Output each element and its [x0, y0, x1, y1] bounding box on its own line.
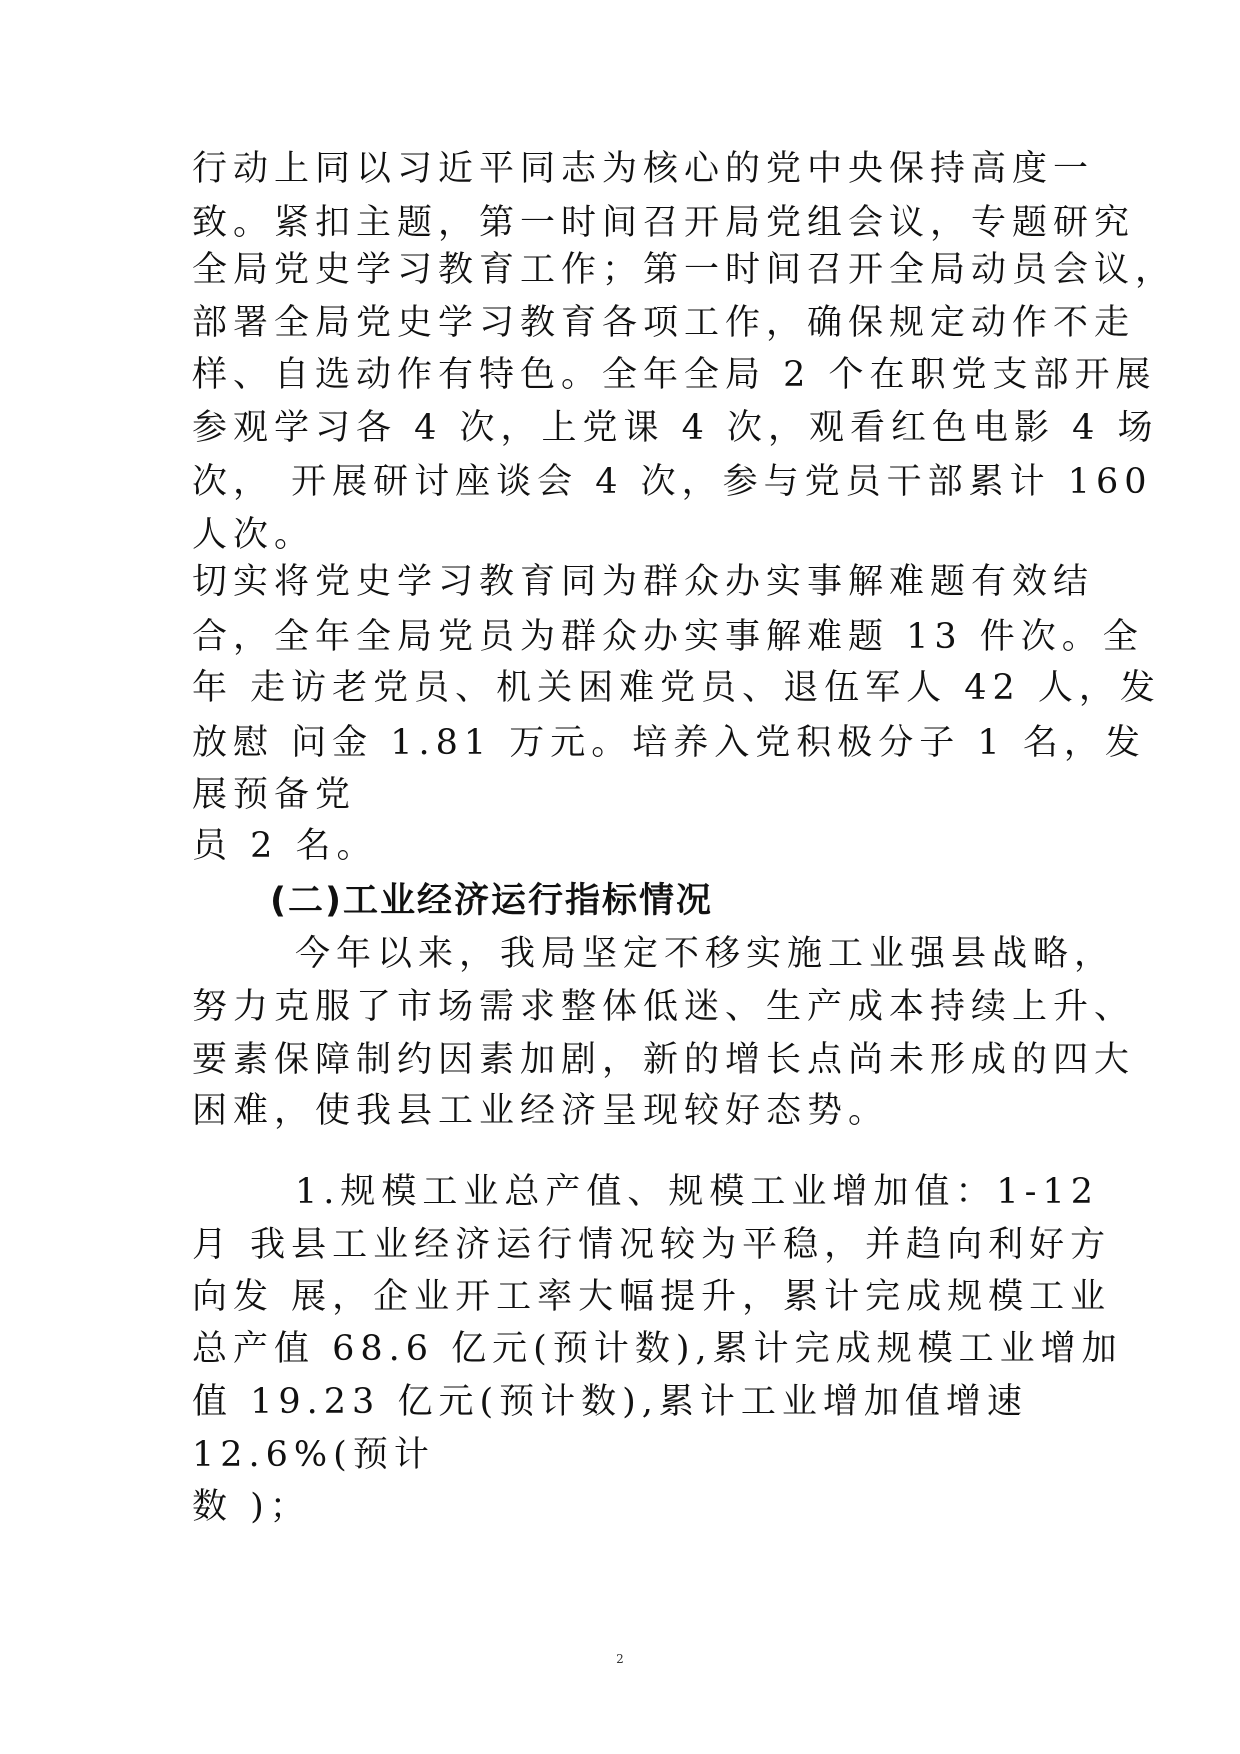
text-line: 放慰 问金 1.81 万元。培养入党积极分子 1 名，发 — [192, 723, 1146, 763]
text-line: 努力克服了市场需求整体低迷、生产成本持续上升、 — [192, 987, 1136, 1027]
text-line: 向发 展，企业开工率大幅提升，累计完成规模工业 — [192, 1277, 1112, 1317]
text-line: 困难，使我县工业经济呈现较好态势。 — [192, 1091, 890, 1131]
text-line: 月 我县工业经济运行情况较为平稳，并趋向利好方 — [192, 1225, 1112, 1265]
text-line: 展预备党 — [192, 775, 357, 815]
text-line: 合，全年全局党员为群众办实事解难题 13 件次。全 — [192, 617, 1144, 657]
text-line: 部署全局党史学习教育各项工作，确保规定动作不走 — [192, 303, 1136, 343]
text-line: 数 )； — [192, 1487, 311, 1527]
text-line: 12.6%(预计 — [192, 1435, 435, 1475]
page-number: 2 — [616, 1652, 624, 1666]
text-line: 全局党史学习教育工作；第一时间召开全局动员会议， — [192, 250, 1177, 290]
text-line: 1.规模工业总产值、规模工业增加值：1-12 — [295, 1172, 1100, 1212]
text-line: 切实将党史学习教育同为群众办实事解难题有效结 — [192, 562, 1095, 602]
text-line: 今年以来，我局坚定不移实施工业强县战略， — [295, 934, 1116, 974]
text-line: 年 走访老党员、机关困难党员、退伍军人 42 人，发 — [192, 668, 1161, 708]
text-line: 样、自选动作有特色。全年全局 2 个在职党支部开展 — [192, 355, 1157, 395]
text-line: 人次。 — [192, 515, 316, 555]
section-heading: (二)工业经济运行指标情况 — [270, 881, 713, 921]
text-line: 行动上同以习近平同志为核心的党中央保持高度一 — [192, 149, 1095, 189]
text-line: 致。紧扣主题，第一时间召开局党组会议，专题研究 — [192, 203, 1136, 243]
text-line: 次， 开展研讨座谈会 4 次，参与党员干部累计 160 — [192, 462, 1153, 502]
text-line: 员 2 名。 — [192, 826, 378, 866]
text-line: 值 19.23 亿元(预计数),累计工业增加值增速 — [192, 1382, 1028, 1422]
text-line: 要素保障制约因素加剧，新的增长点尚未形成的四大 — [192, 1040, 1136, 1080]
text-line: 参观学习各 4 次，上党课 4 次，观看红色电影 4 场 — [192, 408, 1159, 448]
text-line: 总产值 68.6 亿元(预计数),累计完成规模工业增加 — [192, 1329, 1123, 1369]
